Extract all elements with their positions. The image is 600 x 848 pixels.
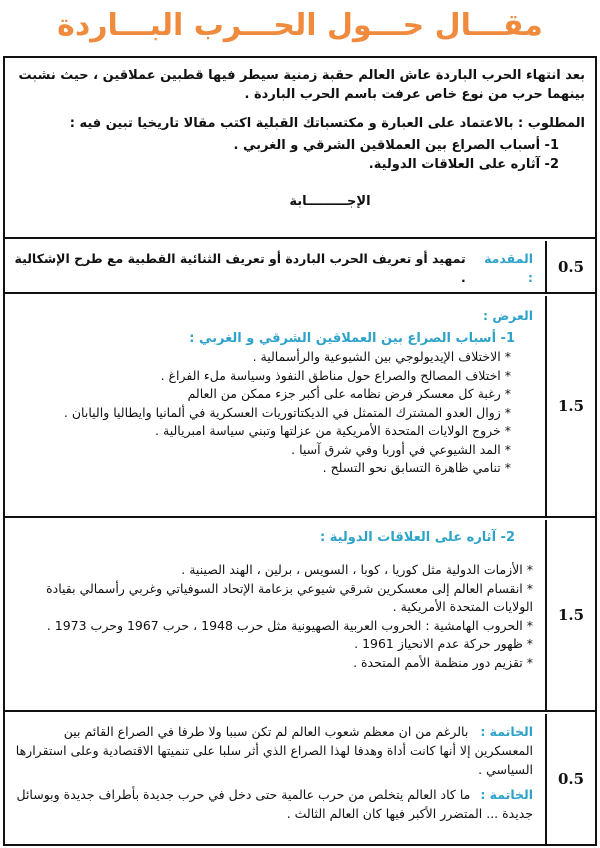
list-item: * زوال العدو المشترك المتمثل في الديكتاتوريات العسكرية في ألمانيا وايطاليا واليابان . xyxy=(63,404,511,420)
body1-row xyxy=(5,296,595,518)
conclusion-text-2: ما كاد العالم يتخلص من حرب عالمية حتى دخل في حرب جديدة بأطراف جديدة وبوسائل جديدة ... المتضرر الأكبر فيها كان العالم الثالث . xyxy=(16,787,533,821)
conclusion-content xyxy=(5,714,543,844)
intro-content xyxy=(5,241,543,292)
intro-label: المقدمة : xyxy=(484,250,533,285)
body-label: العرض : xyxy=(483,308,533,323)
body1-list xyxy=(13,348,533,478)
list-item: * رغبة كل معسكر فرض نظامه على أكبر جزء ممكن من العالم xyxy=(187,386,511,401)
intro-text: تمهيد أو تعريف الحرب الباردة أو تعريف الثنائية القطبية مع طرح الإشكالية . xyxy=(14,250,466,285)
list-item: * تنامي ظاهرة التسابق نحو التسلح . xyxy=(322,460,511,475)
intro-score: 0.5 xyxy=(545,241,595,292)
body2-heading: 2- آثاره على العلاقات الدولية : xyxy=(320,530,515,545)
list-item: * انقسام العالم إلى معسكرين شرقي شيوعي بزعامة الإتحاد السوفياتي وغربي رأسمالي بقيادة الولايات المتحدة الأمريكية . xyxy=(46,580,533,614)
body2-content xyxy=(5,520,543,710)
body2-score: 1.5 xyxy=(545,520,595,710)
prompt-section xyxy=(5,58,595,239)
body2-list xyxy=(13,561,533,672)
intro-row xyxy=(5,241,595,294)
list-item: * الاختلاف الإيديولوجي بين الشيوعية والرأسمالية . xyxy=(252,349,511,364)
prompt-task: المطلوب : بالاعتماد على العبارة و مكتسباتك القبلية اكتب مقالا تاريخيا تبين فيه : xyxy=(69,116,585,131)
prompt-item: 2- آثاره على العلاقات الدولية. xyxy=(368,157,559,172)
conclusion-para-1 xyxy=(13,722,533,779)
conclusion-text-1: بالرغم من ان معظم شعوب العالم لم تكن سببا ولا طرفا في الصراع القائم بين المعسكرين إلا أنها كانت أداة وهدفا لهذا الصراع الذي أثر سلبا على تنميتها الاقتصادية وعلى استقرارها السياسي . xyxy=(15,724,533,777)
conclusion-label-1: الخاتمة : xyxy=(480,724,533,739)
list-item: * المد الشيوعي في أوربا وفي شرق آسيا . xyxy=(291,441,511,457)
answer-heading: الإجـــــــــابة xyxy=(289,194,371,209)
list-item: * تقزيم دور منظمة الأمم المتحدة . xyxy=(353,654,533,670)
list-item: * خروج الولايات المتحدة الأمريكية من عزلتها وتبني سياسة امبريالية . xyxy=(155,423,511,438)
prompt-lead: بعد انتهاء الحرب الباردة عاش العالم حقبة زمنية سيطر فيها قطبين عملاقين ، حيث نشبت بينهما حرب من نوع خاص عرفت باسم الحرب الباردة . xyxy=(18,68,585,102)
list-item: * الحروب الهامشية : الحروب العربية الصهيونية مثل حرب 1948 ، حرب 1967 وحرب 1973 . xyxy=(46,617,533,633)
prompt-item: 1- أسباب الصراع بين العملاقين الشرقي و الغربي . xyxy=(233,138,559,153)
page-title: مقـــال حـــول الحـــرب البـــاردة xyxy=(57,8,543,43)
body1-content xyxy=(5,296,543,516)
list-item: * الأزمات الدولية مثل كوريا ، كوبا ، السويس ، برلين ، الهند الصينية . xyxy=(181,562,533,577)
conclusion-label-2: الخاتمة : xyxy=(480,787,533,802)
conclusion-score: 0.5 xyxy=(545,714,595,844)
body1-score: 1.5 xyxy=(545,296,595,516)
body2-row xyxy=(5,520,595,712)
body1-heading: 1- أسباب الصراع بين العملاقين الشرقي و الغربي : xyxy=(189,331,515,346)
list-item: * اختلاف المصالح والصراع حول مناطق النفوذ وسياسة ملء الفراغ . xyxy=(160,367,511,383)
essay-frame xyxy=(3,56,597,846)
conclusion-para-2 xyxy=(13,785,533,823)
list-item: * ظهور حركة عدم الانحياز 1961 . xyxy=(354,636,533,651)
conclusion-row xyxy=(5,714,595,844)
prompt-items xyxy=(15,136,585,174)
